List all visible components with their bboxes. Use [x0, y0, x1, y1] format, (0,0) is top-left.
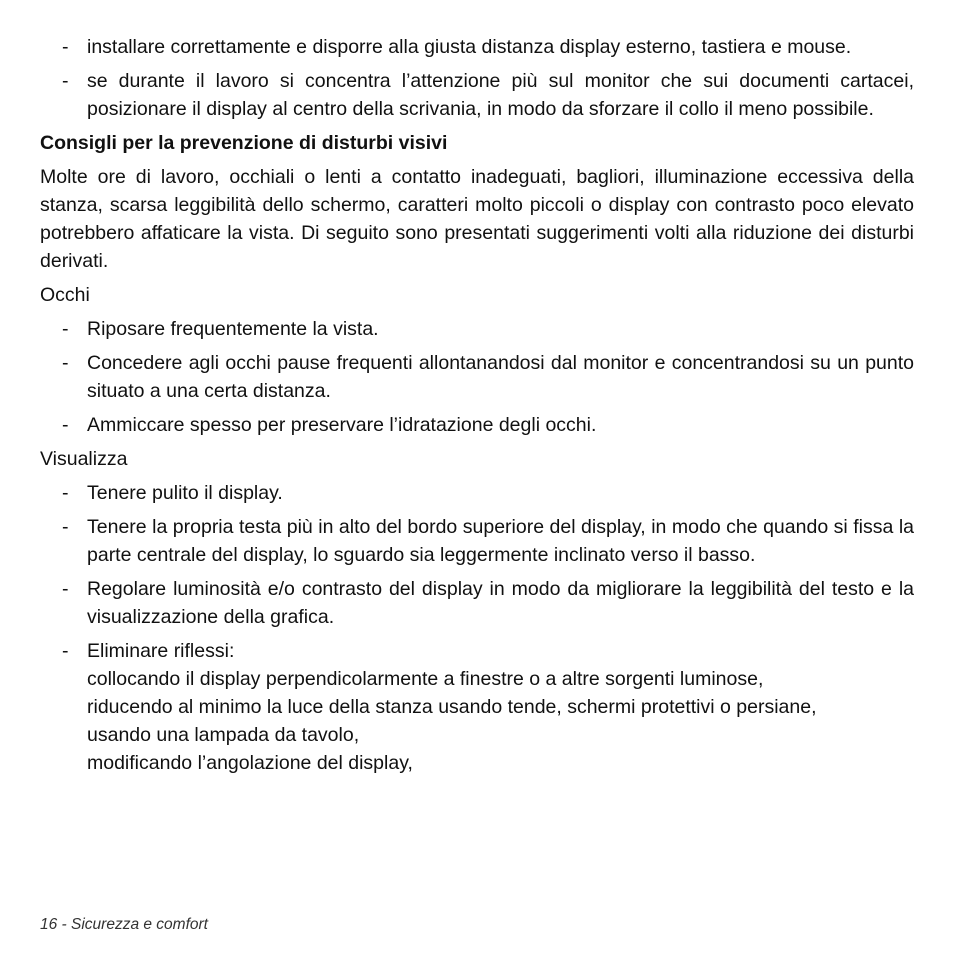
bullet-dash: - [62, 36, 69, 58]
section-paragraph: Molte ore di lavoro, occhiali o lenti a contatto inadeguati, bagliori, illuminazione eccessiva della stanza, scarsa leggibilità dello schermo, caratteri molto piccoli o display con contrasto poco elevato potrebbero affaticare la vista. Di seguito sono presentati suggerimenti volti alla riduzione dei disturbi derivati. [40, 166, 914, 272]
list-item [40, 67, 914, 123]
list-item [40, 479, 914, 507]
page-footer: 16 - Sicurezza e comfort [40, 916, 208, 933]
glare-line: riducendo al minimo la luce della stanza usando tende, schermi protettivi o persiane, [87, 696, 817, 718]
list-item-text: installare correttamente e disporre alla giusta distanza display esterno, tastiera e mouse. [87, 36, 852, 58]
list-item [40, 513, 914, 569]
section-heading: Consigli per la prevenzione di disturbi visivi [40, 132, 448, 154]
list-item-text: Riposare frequentemente la vista. [87, 318, 379, 340]
list-item [40, 411, 914, 439]
list-item [40, 315, 914, 343]
glare-list [87, 637, 914, 777]
list-item [40, 575, 914, 631]
glare-line: usando una lampada da tavolo, [87, 724, 360, 746]
list-item-text: Ammiccare spesso per preservare l’idratazione degli occhi. [87, 414, 597, 436]
bullet-dash: - [62, 578, 69, 600]
list-item [40, 637, 914, 777]
glare-title: Eliminare riflessi: [87, 640, 235, 662]
bullet-dash: - [62, 318, 69, 340]
list-item [40, 349, 914, 405]
list-item-text: Tenere pulito il display. [87, 482, 283, 504]
bullet-dash: - [62, 640, 69, 662]
glare-line: modificando l’angolazione del display, [87, 752, 413, 774]
bullet-dash: - [62, 516, 69, 538]
bullet-dash: - [62, 70, 69, 92]
bullet-dash: - [62, 482, 69, 504]
list-item-text: Tenere la propria testa più in alto del bordo superiore del display, in modo che quando si fissa la parte centrale del display, lo sguardo sia leggermente inclinato verso il basso. [87, 516, 914, 566]
eyes-label: Occhi [40, 284, 90, 306]
display-label: Visualizza [40, 448, 128, 470]
document-body [40, 33, 914, 783]
list-item-text: Regolare luminosità e/o contrasto del display in modo da migliorare la leggibilità del testo e la visualizzazione della grafica. [87, 578, 914, 628]
list-item [40, 33, 914, 61]
list-item-text: se durante il lavoro si concentra l’attenzione più sul monitor che sui documenti cartacei, posizionare il display al centro della scrivania, in modo da sforzare il collo il meno possibile. [87, 70, 914, 120]
list-item-text: Concedere agli occhi pause frequenti allontanandosi dal monitor e concentrandosi su un punto situato a una certa distanza. [87, 352, 914, 402]
bullet-dash: - [62, 352, 69, 374]
bullet-dash: - [62, 414, 69, 436]
glare-line: collocando il display perpendicolarmente a finestre o a altre sorgenti luminose, [87, 668, 764, 690]
